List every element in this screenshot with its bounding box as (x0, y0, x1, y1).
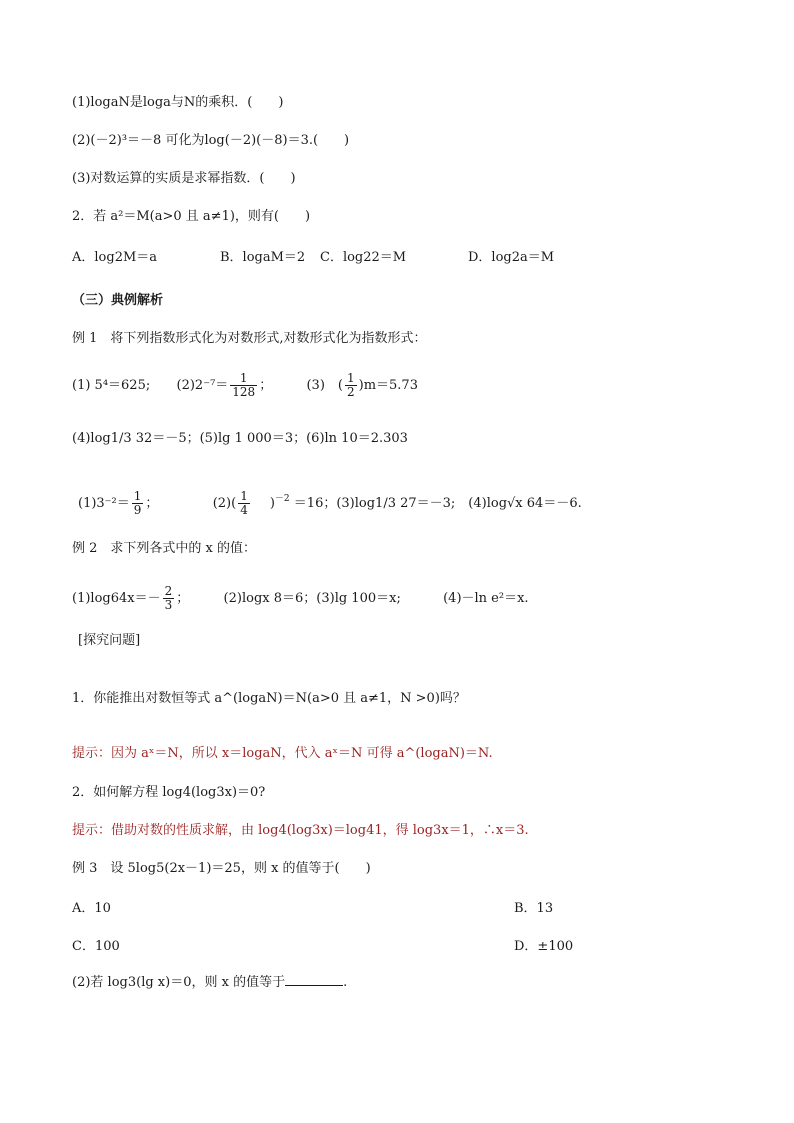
ex1-row3-item-1-prefix: (1)3⁻²＝ (78, 496, 130, 511)
ex3-option-c: C．100 (72, 939, 120, 954)
ex3-option-a: A．10 (72, 901, 111, 916)
ex3-option-b: B．13 (514, 901, 554, 916)
explore-answer-1: 提示：因为 aˣ＝N，所以 x＝logaN，代入 aˣ＝N 可得 a^(logaN)＝N. (72, 746, 493, 761)
ex1-item-3-prefix: (3) ( (306, 378, 343, 393)
question-2: (2)(－2)³＝－8 可化为log(－2)(－8)＝3.( ) (72, 133, 350, 148)
example-1-title: 例 1 将下列指数形式化为对数形式,对数形式化为指数形式： (72, 331, 427, 346)
ex3-option-d: D．±100 (514, 939, 574, 954)
example-1-row-1: (1) 5⁴＝625; (2)2⁻⁷＝ $\frac{1}{128}$ ； (3) ( $\frac{1}{2}$ )m＝5.73 (72, 371, 418, 399)
example-3-title: 例 3 设 5log5(2x－1)＝25，则 x 的值等于( ) (72, 861, 371, 876)
ex1-item-2-prefix: (2)2⁻⁷＝ (176, 378, 229, 393)
ex1-row3-item-2-fraction: $\frac{1}{4}$ (240, 489, 248, 517)
ex1-item-2-fraction: $\frac{1}{128}$ (232, 371, 256, 399)
example-3-part-2: (2)若 log3(lg x)＝0，则 x 的值等于 . (72, 975, 348, 990)
example-2-row: (1)log64x＝－ $\frac{2}{3}$ ； (2)logx 8＝6；(3)lg 100＝x; (4)－ln e²＝x. (72, 584, 529, 612)
explore-answer-2: 提示：借助对数的性质求解，由 log4(log3x)＝log41，得 log3x＝1，∴x＝3. (72, 823, 529, 838)
q4-option-d: D．log2a＝M (468, 250, 555, 265)
ex2-item-1-fraction: $\frac{2}{3}$ (164, 584, 173, 612)
answer-blank[interactable] (285, 973, 343, 986)
q4-option-a: A．log2M＝a (72, 250, 158, 265)
ex1-row3-item-1-fraction: $\frac{1}{9}$ (133, 489, 142, 517)
ex1-item-1: (1) 5⁴＝625; (72, 378, 151, 393)
example-1-row-3: (1)3⁻²＝ $\frac{1}{9}$ ； (2)( $\frac{1}{4}$ )$^{-2}$ ＝16；(3)log1/3 27＝－3; (4)log√x 64＝－6. (78, 489, 582, 517)
example-2-title: 例 2 求下列各式中的 x 的值： (72, 541, 256, 556)
explore-question-2: 2．如何解方程 log4(log3x)＝0? (72, 785, 266, 800)
q4-option-c: C．log22＝M (320, 250, 407, 265)
question-3: (3)对数运算的实质是求幂指数．( ) (72, 171, 296, 186)
question-4: 2．若 a²＝M(a>0 且 a≠1)，则有( ) (72, 209, 311, 224)
ex2-items-2-3: (2)logx 8＝6；(3)lg 100＝x; (223, 591, 401, 606)
ex1-item-3-fraction: $\frac{1}{2}$ (346, 371, 355, 399)
ex2-item-4: (4)－ln e²＝x. (443, 591, 529, 606)
example-1-row-2: (4)log1/3 32＝－5；(5)lg 1 000＝3；(6)ln 10＝2.303 (72, 431, 408, 446)
ex1-row3-exponent: －2 (274, 494, 290, 504)
ex2-item-1-prefix: (1)log64x＝－ (72, 591, 161, 606)
question-1: (1)logaN是loga与N的乘积．( ) (72, 95, 284, 110)
q4-option-b: B．logaM＝2 (220, 250, 306, 265)
section-3-title: （三）典例解析 (72, 293, 164, 308)
ex1-row3-item-2-prefix: (2)( (212, 496, 237, 511)
explore-title: [探究问题] (78, 633, 141, 648)
explore-question-1: 1．你能推出对数恒等式 a^(logaN)＝N(a>0 且 a≠1，N >0)吗？ (72, 691, 466, 706)
ex1-row3-rest: ＝16；(3)log1/3 27＝－3; (4)log√x 64＝－6. (293, 496, 582, 511)
